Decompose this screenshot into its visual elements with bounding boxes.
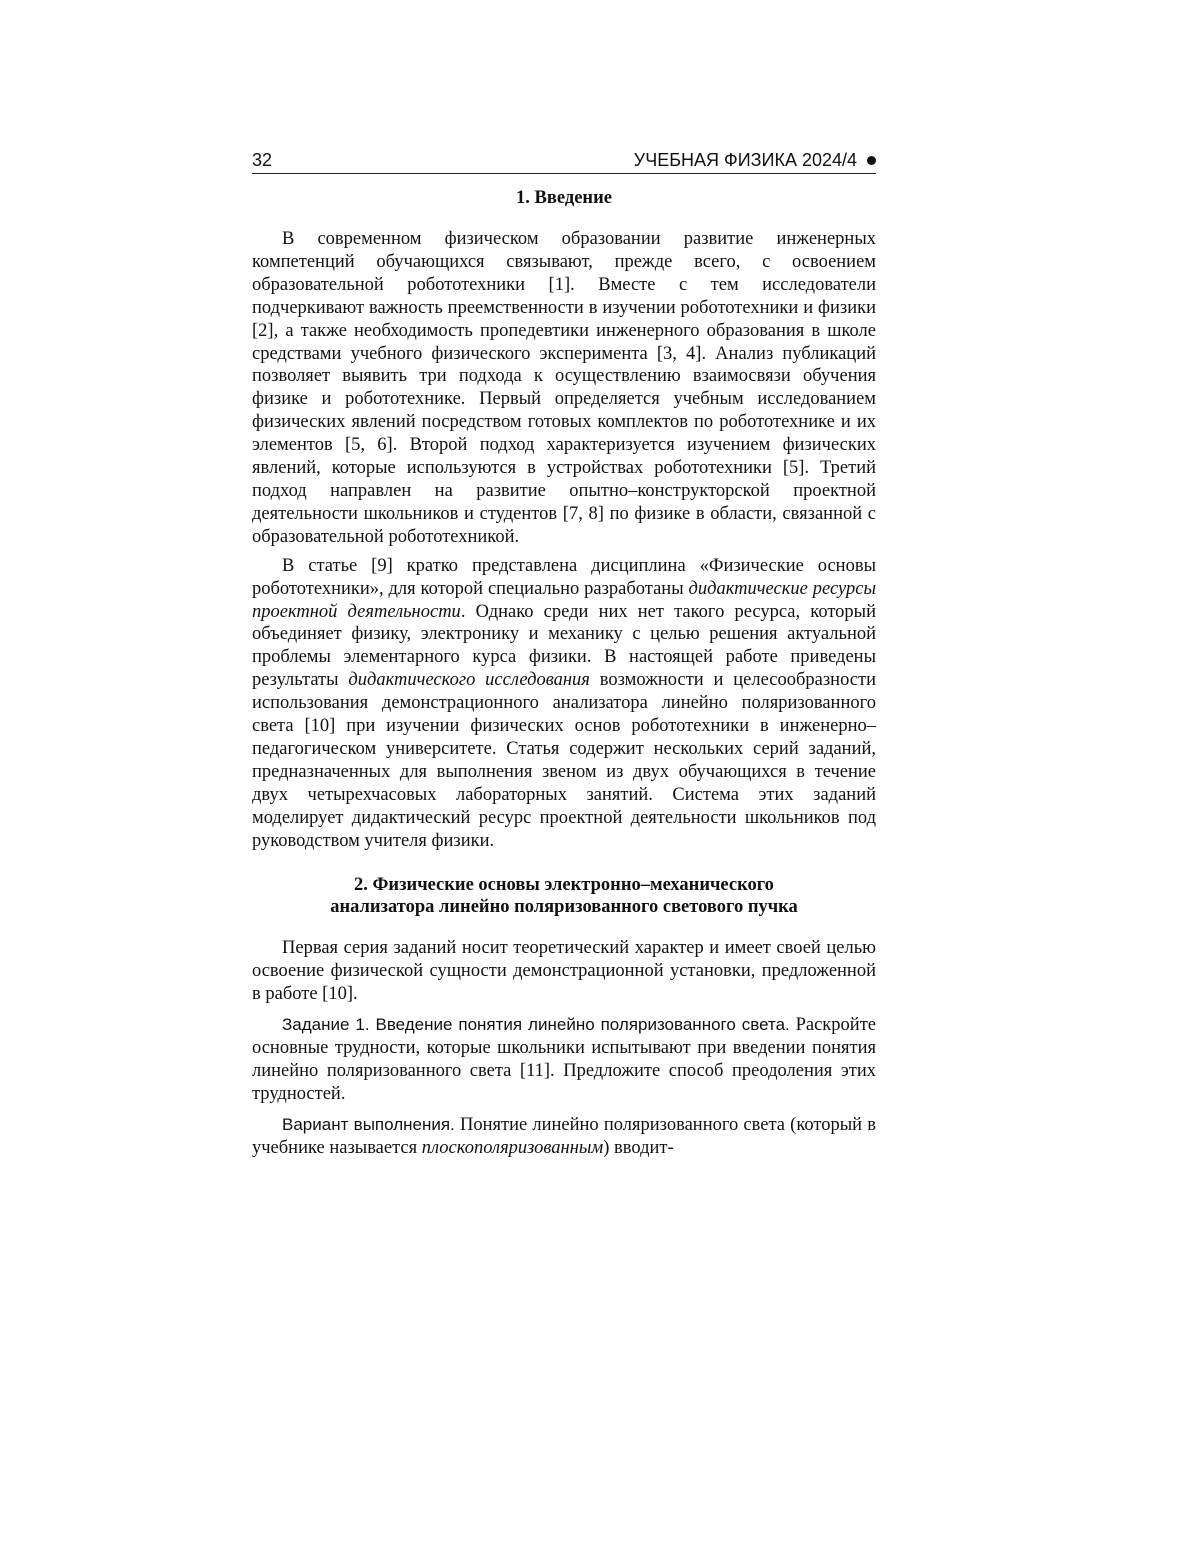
paragraph-text: В статье [9] кратко представлена дисциплина «Физические основы робототехники», для которой специально разработаны — [252, 555, 876, 599]
italic-term-didactic-research: дидактического исследования — [348, 670, 590, 691]
journal-title: УЧЕБНАЯ ФИЗИКА 2024/4 — [633, 150, 857, 170]
section-1-title: 1. Введение — [516, 188, 612, 208]
bullet-icon — [867, 156, 876, 165]
variant-label: Вариант выполнения. — [282, 1114, 455, 1134]
page-number: 32 — [252, 150, 273, 170]
italic-term-plane-polarized: плоскополяризованным — [421, 1137, 604, 1158]
running-header — [252, 150, 876, 174]
section-2-title-line-2: анализатора линейно поляризованного светового пучка — [330, 897, 798, 918]
task-block — [252, 1014, 876, 1159]
journal-page — [252, 150, 876, 1160]
paragraph-text: возможности и целесообразности использования демонстрационного анализатора линейно поляризованного света [10] при изучении физических основ робототехники в инженерно–педагогическом университете. Статья содержит нескольких серий заданий, предназначенных для выполнения звеном из двух обучающихся в течение двух четырехчасовых лабораторных занятий. Система этих заданий моделирует дидактический ресурс проектной деятельности школьников под руководством учителя физики. — [252, 670, 876, 851]
journal-title-group — [634, 150, 876, 171]
section-2-paragraph-1: Первая серия заданий носит теоретический характер и имеет своей целью освоение физической сущности демонстрационной установки, предложенной в работе [10]. — [252, 938, 876, 1005]
section-2-title — [252, 874, 876, 918]
paragraph-text: . Однако среди них нет такого ресурса, который объединяет физику, электронику и механику с целью решения актуальной проблемы элементарного курса физики. В настоящей работе приведены результаты — [252, 601, 877, 691]
task-1-label: Задание 1. Введение понятия линейно поляризованного света. — [282, 1015, 790, 1035]
task-1-text: Раскройте основные трудности, которые школьники испытывают при введении понятия линейно поляризованного света [11]. Предложите способ преодоления этих трудностей. — [252, 1015, 876, 1104]
section-2-title-line-1: 2. Физические основы электронно–механического — [354, 875, 774, 896]
section-1-paragraph-2 — [252, 555, 876, 853]
variant-text: Понятие линейно поляризованного света (который в учебнике называется — [252, 1114, 876, 1158]
section-1-paragraph-1: В современном физическом образовании развитие инженерных компетенций обучающихся связывают, прежде всего, с освоением образовательной робототехники [1]. Вместе с тем исследователи подчеркивают важность преемственности в изучении робототехники и физики [2], а также необходимость пропедевтики инженерного образования в школе средствами учебного физического эксперимента [3, 4]. Анализ публикаций позволяет выявить три подхода к осуществлению взаимосвязи обучения физике и робототехнике. Первый определяется учебным исследованием физических явлений посредством готовых комплектов по робототехнике и их элементов [5, 6]. Второй подход характеризуется изучением физических явлений, которые используются в устройствах робототехники [5]. Третий подход направлен на развитие опытно–конструкторской проектной деятельности школьников и студентов [7, 8] по физике в области, связанной с образовательной робототехникой. — [252, 229, 876, 547]
task-1-paragraph — [252, 1014, 876, 1106]
variant-text-end: ) вводит- — [603, 1137, 674, 1158]
variant-paragraph — [252, 1114, 876, 1160]
italic-term-didactic-resources: дидактические ресурсы проектной деятельности — [252, 578, 876, 622]
